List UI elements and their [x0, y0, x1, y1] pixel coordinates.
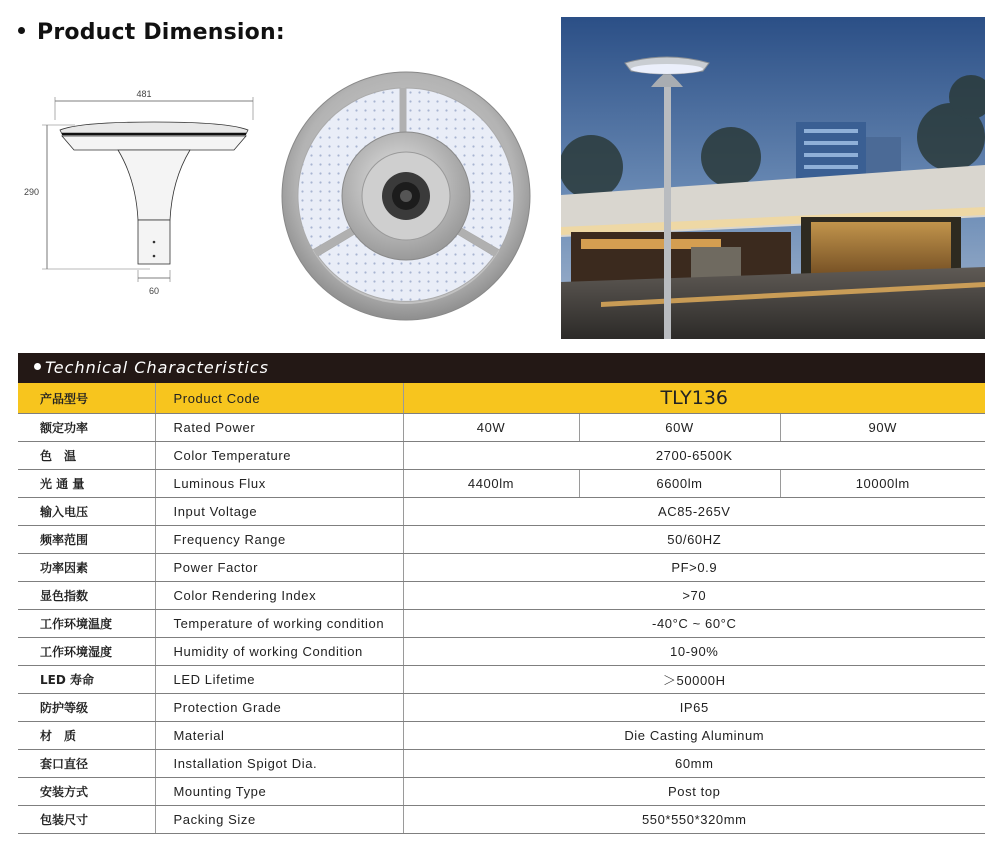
table-row — [18, 722, 985, 750]
table-row — [18, 554, 985, 582]
heading-text: Product Dimension: — [37, 20, 285, 45]
product-code-value: TLY136 — [403, 383, 985, 414]
table-row — [18, 806, 985, 834]
row-label-cn: 工作环境温度 — [18, 610, 155, 638]
table-row — [18, 498, 985, 526]
row-label-en: Color Rendering Index — [155, 582, 403, 610]
lamp-shade — [62, 136, 246, 150]
illuminated-wall — [811, 222, 951, 277]
table-row-rated-power — [18, 414, 985, 442]
row-label-cn: LED 寿命 — [18, 666, 155, 694]
spec-table — [18, 383, 985, 834]
row-label-en: Installation Spigot Dia. — [155, 750, 403, 778]
row-label-en: Material — [155, 722, 403, 750]
flux-value-1: 4400lm — [403, 470, 579, 498]
table-row — [18, 666, 985, 694]
table-row — [18, 694, 985, 722]
row-label-en: LED Lifetime — [155, 666, 403, 694]
row-value: 2700-6500K — [403, 442, 985, 470]
height-label: 290 — [24, 187, 40, 197]
table-row — [18, 778, 985, 806]
row-label-en: Product Code — [155, 383, 403, 414]
dimension-drawing — [20, 80, 260, 300]
row-label-en: Mounting Type — [155, 778, 403, 806]
width-label: 481 — [136, 89, 152, 99]
row-value: IP65 — [403, 694, 985, 722]
row-label-en: Power Factor — [155, 554, 403, 582]
row-label-en: Input Voltage — [155, 498, 403, 526]
table-row-luminous-flux — [18, 470, 985, 498]
row-label-en: Frequency Range — [155, 526, 403, 554]
lamp-top — [60, 122, 248, 134]
flux-value-2: 6600lm — [579, 470, 780, 498]
row-label-cn: 显色指数 — [18, 582, 155, 610]
row-label-cn: 安装方式 — [18, 778, 155, 806]
row-value: 10-90% — [403, 638, 985, 666]
spec-title-bar — [18, 353, 985, 383]
table-row — [18, 610, 985, 638]
row-label-cn: 产品型号 — [18, 383, 155, 414]
row-value: Post top — [403, 778, 985, 806]
row-label-en: Color Temperature — [155, 442, 403, 470]
row-label-cn: 光 通 量 — [18, 470, 155, 498]
row-label-cn: 防护等级 — [18, 694, 155, 722]
power-value-2: 60W — [579, 414, 780, 442]
spec-title: Technical Characteristics — [45, 358, 269, 377]
lamp-pole — [664, 72, 671, 339]
technical-characteristics-panel — [18, 353, 985, 834]
row-value: >70 — [403, 582, 985, 610]
row-label-cn: 包装尺寸 — [18, 806, 155, 834]
row-label-cn: 频率范围 — [18, 526, 155, 554]
row-label-en: Temperature of working condition — [155, 610, 403, 638]
lamp-neck — [118, 150, 190, 220]
row-value: 550*550*320mm — [403, 806, 985, 834]
row-label-cn: 工作环境湿度 — [18, 638, 155, 666]
row-label-en: Rated Power — [155, 414, 403, 442]
row-label-en: Humidity of working Condition — [155, 638, 403, 666]
row-label-cn: 功率因素 — [18, 554, 155, 582]
row-label-en: Packing Size — [155, 806, 403, 834]
flux-value-3: 10000lm — [780, 470, 985, 498]
table-row — [18, 526, 985, 554]
bullet-icon — [34, 363, 41, 370]
luminaire-top-view — [280, 70, 532, 322]
row-label-en: Protection Grade — [155, 694, 403, 722]
power-value-1: 40W — [403, 414, 579, 442]
row-value: Die Casting Aluminum — [403, 722, 985, 750]
row-label-en: Luminous Flux — [155, 470, 403, 498]
bullet-icon — [18, 27, 25, 34]
row-label-cn: 色 温 — [18, 442, 155, 470]
row-label-cn: 额定功率 — [18, 414, 155, 442]
row-value: -40°C ~ 60°C — [403, 610, 985, 638]
installation-scene-photo — [561, 17, 985, 339]
row-value: 60mm — [403, 750, 985, 778]
table-row — [18, 638, 985, 666]
row-label-cn: 套口直径 — [18, 750, 155, 778]
spigot-label: 60 — [148, 286, 160, 296]
row-label-cn: 材 质 — [18, 722, 155, 750]
table-row-color-temperature — [18, 442, 985, 470]
row-value: PF>0.9 — [403, 554, 985, 582]
power-value-3: 90W — [780, 414, 985, 442]
row-value: 50/60HZ — [403, 526, 985, 554]
table-row — [18, 582, 985, 610]
page-heading — [18, 20, 285, 45]
row-value: ＞50000H — [403, 666, 985, 694]
table-row — [18, 750, 985, 778]
row-label-cn: 输入电压 — [18, 498, 155, 526]
table-row-product-code — [18, 383, 985, 414]
row-value: AC85-265V — [403, 498, 985, 526]
